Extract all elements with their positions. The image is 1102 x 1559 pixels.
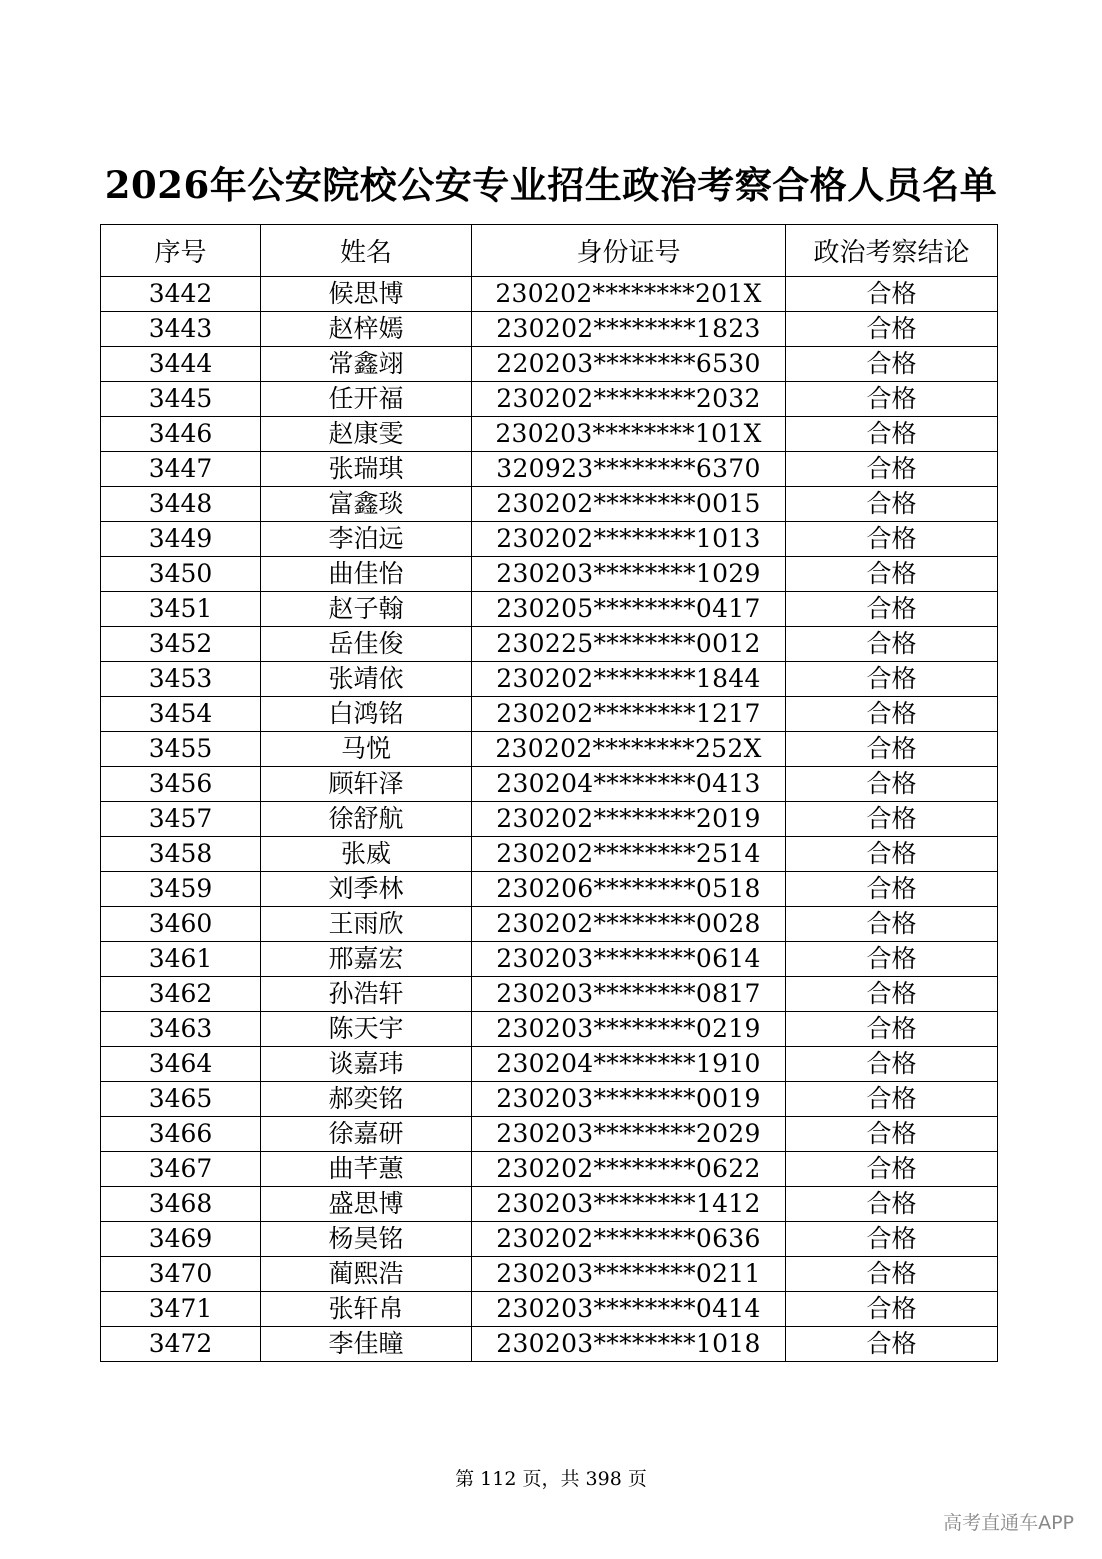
- cell-id-number: 230203********0019: [472, 1082, 786, 1117]
- cell-name: 富鑫琰: [261, 487, 472, 522]
- header-name: 姓名: [261, 225, 472, 277]
- table-row: [101, 1222, 998, 1257]
- table-row: [101, 907, 998, 942]
- cell-name: 徐舒航: [261, 802, 472, 837]
- cell-result: 合格: [786, 627, 998, 662]
- cell-id-number: 230204********1910: [472, 1047, 786, 1082]
- cell-result: 合格: [786, 1187, 998, 1222]
- cell-serial: 3466: [101, 1117, 261, 1152]
- cell-result: 合格: [786, 277, 998, 312]
- cell-id-number: 230202********1217: [472, 697, 786, 732]
- cell-id-number: 230204********0413: [472, 767, 786, 802]
- cell-serial: 3446: [101, 417, 261, 452]
- cell-name: 刘季林: [261, 872, 472, 907]
- roster-table: [100, 224, 998, 1362]
- cell-name: 李泊远: [261, 522, 472, 557]
- cell-serial: 3469: [101, 1222, 261, 1257]
- header-result: 政治考察结论: [786, 225, 998, 277]
- cell-name: 曲芊蕙: [261, 1152, 472, 1187]
- table-row: [101, 1152, 998, 1187]
- cell-name: 张瑞琪: [261, 452, 472, 487]
- page-title: 2026年公安院校公安专业招生政治考察合格人员名单: [104, 163, 998, 207]
- table-row: [101, 767, 998, 802]
- table-row: [101, 1082, 998, 1117]
- table-body: [101, 277, 998, 1362]
- cell-serial: 3455: [101, 732, 261, 767]
- cell-serial: 3452: [101, 627, 261, 662]
- cell-serial: 3449: [101, 522, 261, 557]
- cell-serial: 3442: [101, 277, 261, 312]
- cell-result: 合格: [786, 732, 998, 767]
- cell-name: 李佳瞳: [261, 1327, 472, 1362]
- cell-result: 合格: [786, 1152, 998, 1187]
- cell-serial: 3454: [101, 697, 261, 732]
- cell-name: 王雨欣: [261, 907, 472, 942]
- table-row: [101, 942, 998, 977]
- cell-name: 曲佳怡: [261, 557, 472, 592]
- cell-id-number: 230202********1844: [472, 662, 786, 697]
- cell-result: 合格: [786, 487, 998, 522]
- cell-name: 蔺熙浩: [261, 1257, 472, 1292]
- cell-id-number: 230202********252X: [472, 732, 786, 767]
- cell-name: 盛思博: [261, 1187, 472, 1222]
- table-header-row: [101, 225, 998, 277]
- cell-serial: 3472: [101, 1327, 261, 1362]
- cell-result: 合格: [786, 1117, 998, 1152]
- cell-serial: 3443: [101, 312, 261, 347]
- cell-serial: 3471: [101, 1292, 261, 1327]
- cell-id-number: 230202********201X: [472, 277, 786, 312]
- cell-result: 合格: [786, 312, 998, 347]
- cell-id-number: 230203********1029: [472, 557, 786, 592]
- cell-name: 赵康雯: [261, 417, 472, 452]
- cell-serial: 3463: [101, 1012, 261, 1047]
- cell-result: 合格: [786, 522, 998, 557]
- cell-name: 陈天宇: [261, 1012, 472, 1047]
- cell-serial: 3448: [101, 487, 261, 522]
- cell-serial: 3450: [101, 557, 261, 592]
- cell-name: 谈嘉玮: [261, 1047, 472, 1082]
- cell-result: 合格: [786, 1327, 998, 1362]
- cell-name: 岳佳俊: [261, 627, 472, 662]
- table-row: [101, 417, 998, 452]
- cell-serial: 3468: [101, 1187, 261, 1222]
- cell-id-number: 230203********0211: [472, 1257, 786, 1292]
- cell-id-number: 230203********1412: [472, 1187, 786, 1222]
- watermark: 高考直通车APP: [943, 1512, 1074, 1534]
- cell-result: 合格: [786, 452, 998, 487]
- cell-result: 合格: [786, 347, 998, 382]
- table-row: [101, 1012, 998, 1047]
- table-row: [101, 312, 998, 347]
- cell-id-number: 230202********1823: [472, 312, 786, 347]
- table-row: [101, 872, 998, 907]
- cell-name: 任开福: [261, 382, 472, 417]
- cell-name: 徐嘉研: [261, 1117, 472, 1152]
- cell-result: 合格: [786, 557, 998, 592]
- cell-serial: 3451: [101, 592, 261, 627]
- cell-id-number: 230203********0817: [472, 977, 786, 1012]
- cell-name: 张靖依: [261, 662, 472, 697]
- cell-serial: 3458: [101, 837, 261, 872]
- table-row: [101, 277, 998, 312]
- cell-name: 候思博: [261, 277, 472, 312]
- cell-name: 张威: [261, 837, 472, 872]
- cell-id-number: 230202********0622: [472, 1152, 786, 1187]
- cell-result: 合格: [786, 907, 998, 942]
- cell-id-number: 230206********0518: [472, 872, 786, 907]
- cell-id-number: 230202********2019: [472, 802, 786, 837]
- cell-name: 杨昊铭: [261, 1222, 472, 1257]
- cell-result: 合格: [786, 767, 998, 802]
- cell-name: 张轩帛: [261, 1292, 472, 1327]
- cell-id-number: 220203********6530: [472, 347, 786, 382]
- table-row: [101, 1187, 998, 1222]
- cell-name: 赵梓嫣: [261, 312, 472, 347]
- cell-id-number: 230203********1018: [472, 1327, 786, 1362]
- cell-result: 合格: [786, 1222, 998, 1257]
- cell-result: 合格: [786, 1257, 998, 1292]
- cell-result: 合格: [786, 382, 998, 417]
- cell-serial: 3464: [101, 1047, 261, 1082]
- table-row: [101, 977, 998, 1012]
- cell-name: 顾轩泽: [261, 767, 472, 802]
- cell-result: 合格: [786, 1292, 998, 1327]
- cell-result: 合格: [786, 1082, 998, 1117]
- table-row: [101, 487, 998, 522]
- cell-id-number: 230203********0219: [472, 1012, 786, 1047]
- table-row: [101, 1257, 998, 1292]
- cell-name: 马悦: [261, 732, 472, 767]
- cell-result: 合格: [786, 942, 998, 977]
- cell-name: 邢嘉宏: [261, 942, 472, 977]
- table-row: [101, 557, 998, 592]
- cell-id-number: 230202********2514: [472, 837, 786, 872]
- cell-serial: 3456: [101, 767, 261, 802]
- table-row: [101, 592, 998, 627]
- cell-id-number: 230203********101X: [472, 417, 786, 452]
- cell-serial: 3445: [101, 382, 261, 417]
- table-row: [101, 1327, 998, 1362]
- table-row: [101, 1292, 998, 1327]
- cell-name: 孙浩轩: [261, 977, 472, 1012]
- cell-serial: 3465: [101, 1082, 261, 1117]
- table-row: [101, 522, 998, 557]
- cell-result: 合格: [786, 697, 998, 732]
- cell-result: 合格: [786, 1012, 998, 1047]
- cell-serial: 3453: [101, 662, 261, 697]
- table-row: [101, 347, 998, 382]
- cell-id-number: 230203********0614: [472, 942, 786, 977]
- cell-serial: 3470: [101, 1257, 261, 1292]
- cell-result: 合格: [786, 872, 998, 907]
- table-row: [101, 382, 998, 417]
- cell-id-number: 230203********0414: [472, 1292, 786, 1327]
- table-row: [101, 452, 998, 487]
- cell-result: 合格: [786, 802, 998, 837]
- cell-serial: 3460: [101, 907, 261, 942]
- table-row: [101, 837, 998, 872]
- table-row: [101, 697, 998, 732]
- cell-serial: 3444: [101, 347, 261, 382]
- cell-result: 合格: [786, 1047, 998, 1082]
- cell-name: 郝奕铭: [261, 1082, 472, 1117]
- cell-id-number: 230202********1013: [472, 522, 786, 557]
- cell-result: 合格: [786, 592, 998, 627]
- cell-name: 赵子翰: [261, 592, 472, 627]
- cell-id-number: 230225********0012: [472, 627, 786, 662]
- cell-serial: 3447: [101, 452, 261, 487]
- table-row: [101, 627, 998, 662]
- page-number: 第 112 页，共 398 页: [455, 1468, 647, 1490]
- cell-id-number: 230202********0636: [472, 1222, 786, 1257]
- cell-result: 合格: [786, 417, 998, 452]
- cell-result: 合格: [786, 977, 998, 1012]
- header-id-number: 身份证号: [472, 225, 786, 277]
- cell-name: 常鑫翊: [261, 347, 472, 382]
- cell-result: 合格: [786, 662, 998, 697]
- cell-id-number: 230205********0417: [472, 592, 786, 627]
- cell-name: 白鸿铭: [261, 697, 472, 732]
- table-row: [101, 1047, 998, 1082]
- table-row: [101, 1117, 998, 1152]
- table-row: [101, 732, 998, 767]
- table-row: [101, 662, 998, 697]
- cell-id-number: 230202********0015: [472, 487, 786, 522]
- table-row: [101, 802, 998, 837]
- cell-serial: 3457: [101, 802, 261, 837]
- cell-id-number: 230203********2029: [472, 1117, 786, 1152]
- cell-serial: 3459: [101, 872, 261, 907]
- header-serial: 序号: [101, 225, 261, 277]
- cell-serial: 3467: [101, 1152, 261, 1187]
- cell-result: 合格: [786, 837, 998, 872]
- cell-serial: 3462: [101, 977, 261, 1012]
- cell-id-number: 230202********0028: [472, 907, 786, 942]
- cell-id-number: 320923********6370: [472, 452, 786, 487]
- cell-id-number: 230202********2032: [472, 382, 786, 417]
- cell-serial: 3461: [101, 942, 261, 977]
